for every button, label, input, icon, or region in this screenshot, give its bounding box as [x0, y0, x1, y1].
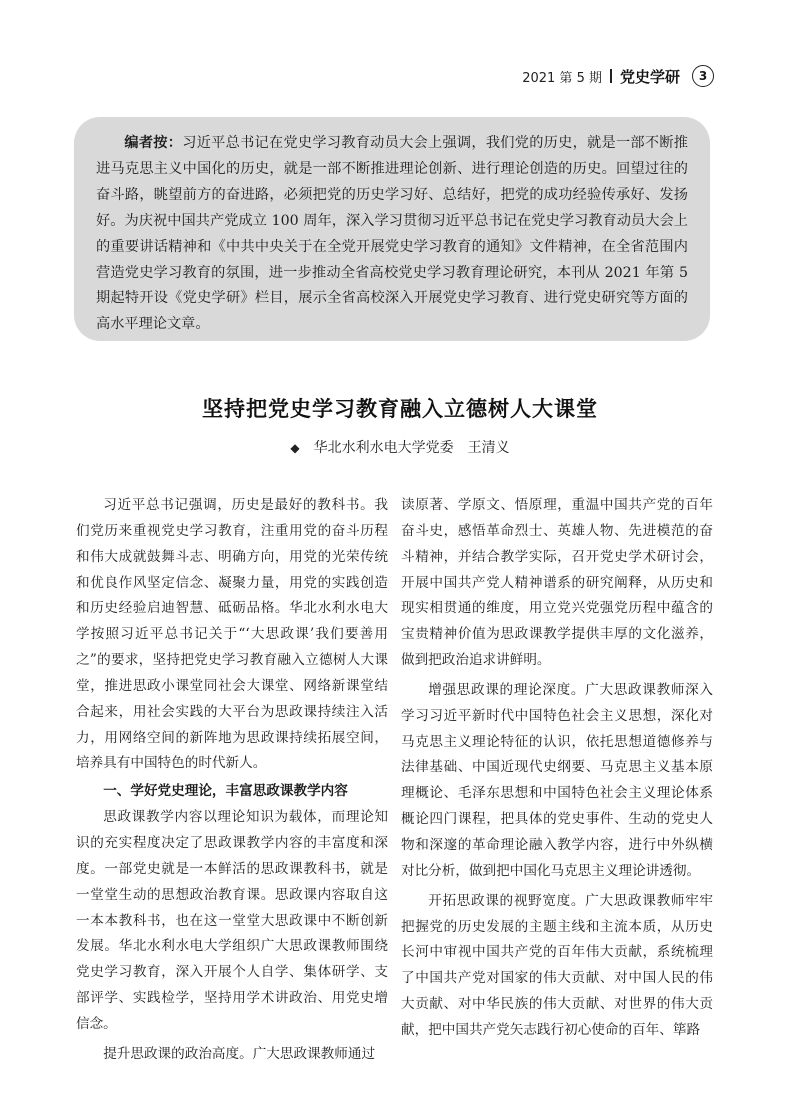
article-title: 坚持把党史学习教育融入立德树人大课堂 [202, 397, 598, 421]
running-header [522, 64, 714, 88]
paragraph-continued: 读原著、学原文、悟原理，重温中国共产党的百年奋斗史，感悟革命烈士、英雄人物、先进模范的奋斗精神，并结合教学实际，召开党史学术研讨会，开展中国共产党人精神谱系的研究阐释，从历史和现实相贯通的维度，用立党兴党强党历程中蕴含的宝贵精神价值为思政课教学提供丰厚的文化滋养，做到把政治追求讲鲜明。 [401, 497, 713, 669]
issue-label: 2021 第 5 期 [522, 70, 602, 86]
paragraph: 思政课教学内容以理论知识为载体，而理论知识的充实程度决定了思政课教学内容的丰富度和深度。一部党史就是一本鲜活的思政课教科书，就是一堂堂生动的思想政治教育课。思政课内容取自这一本本教科书，也在这一堂堂大思政课中不断创新发展。华北水利水电大学组织广大思政课教师围绕党史学习教育，深入开展个人自学、集体研学、支部评学、实践检学，坚持用学术讲政治、用党史增信念。 [76, 809, 388, 1032]
editor-note-box [74, 117, 710, 341]
section-heading: 一、学好党史理论，丰富思政课教学内容 [103, 783, 348, 800]
paragraph: 开拓思政课的视野宽度。广大思政课教师牢牢把握党的历史发展的主题主线和主流本质，从历史长河中审视中国共产党的百年伟大贡献，系统梳理了中国共产党对国家的伟大贡献、对中国人民的伟大贡献、对中华民族的伟大贡献、对世界的伟大贡献，把中国共产党矢志践行初心使命的百年、筚路 [401, 892, 713, 1038]
editor-note-text [96, 131, 688, 338]
diamond-icon: ◆ [290, 441, 300, 455]
paragraph: 习近平总书记强调，历史是最好的教科书。我们党历来重视党史学习教育，注重用党的奋斗历程和伟大成就鼓舞斗志、明确方向，用党的光荣传统和优良作风坚定信念、凝聚力量，用党的实践创造和历史经验启迪智慧、砥砺品格。华北水利水电大学按照习近平总书记关于“‘大思政课’我们要善用之”的要求，坚持把党史学习教育融入立德树人大课堂，推进思政小课堂同社会大课堂、网络新课堂结合起来，用社会实践的大平台为思政课持续注入活力，用网络空间的新阵地为思政课持续拓展空间，培养具有中国特色的时代新人。 [76, 497, 388, 772]
editor-note-lead: 编者按： [124, 135, 183, 151]
author-affiliation: 华北水利水电大学党委 [313, 440, 454, 456]
right-column [401, 493, 713, 1044]
column-name: 党史学研 [619, 67, 680, 86]
left-column [76, 493, 388, 1068]
author-name: 王清义 [467, 440, 510, 456]
paragraph: 增强思政课的理论深度。广大思政课教师深入学习习近平新时代中国特色社会主义思想，深化对马克思主义理论特征的认识，依托思想道德修养与法律基础、中国近现代史纲要、马克思主义基本原理概论、毛泽东思想和中国特色社会主义理论体系概论四门课程，把具体的党史事件、生动的党史人物和深邃的革命理论融入教学内容，进行中外纵横对比分析，做到把中国化马克思主义理论讲透彻。 [401, 681, 713, 879]
byline [0, 437, 800, 457]
header-divider [610, 69, 612, 83]
editor-note-body: 习近平总书记在党史学习教育动员大会上强调，我们党的历史，就是一部不断推进马克思主义中国化的历史，就是一部不断推进理论创新、进行理论创造的历史。回望过往的奋斗路，眺望前方的奋进路，必须把党的历史学习好、总结好，把党的成功经验传承好、发扬好。为庆祝中国共产党成立 100 周年，深入学习贯彻习近平总书记在党史学习教育动员大会上的重要讲话精神和《中共中央关于在全党开展党史学习教育的通知》文件精神，在全省范围内营造党史学习教育的氛围，进一步推动全省高校党史学习教育理论研究，本刊从 2021 年第 5 期起特开设《党史学研》栏目，展示全省高校深入开展党史学习教育、进行党史研究等方面的高水平理论文章。 [96, 135, 688, 333]
paragraph: 提升思政课的政治高度。广大思政课教师通过 [103, 1045, 376, 1062]
page-number: 3 [692, 65, 714, 87]
